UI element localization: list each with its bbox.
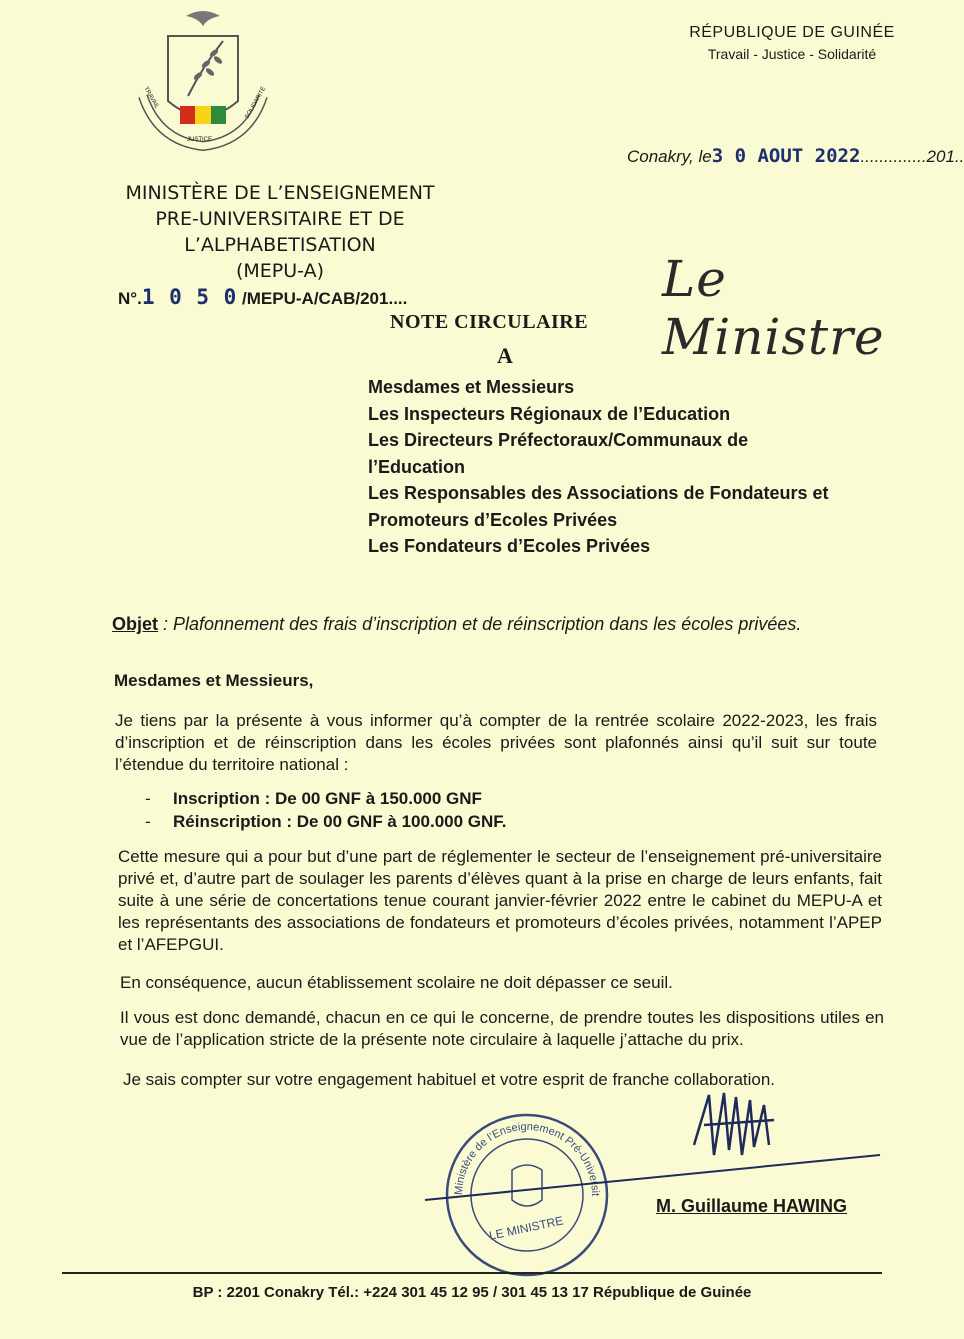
ministry-line-1: MINISTÈRE DE L’ENSEIGNEMENT — [125, 182, 435, 204]
minister-title: Le Ministre — [662, 250, 885, 366]
ministry-line-2: PRE-UNIVERSITAIRE ET DE L’ALPHABETISATION — [155, 208, 405, 256]
recipients-list — [368, 374, 878, 560]
note-title: NOTE CIRCULAIRE — [390, 311, 589, 333]
subject-line — [112, 614, 902, 635]
republic-motto: Travail - Justice - Solidarité — [707, 46, 877, 62]
subject-text: : Plafonnement des frais d’inscription et de réinscription dans les écoles privées. — [158, 614, 802, 634]
reference-number — [118, 285, 407, 309]
paragraph-context: Cette mesure qui a pour but d’une part de réglementer le secteur de l’enseignement pré-universitaire privé et, d’autre part de soulager les parents d’élèves quant à la prise en charge de leurs enfants, fait suite à une série de concertations tenue courant janvier-février 2022 entre le cabinet du MEPU-A et les représentants des associations de fondateurs et promoteurs d’écoles privées, notamment l’APEP et l’AFEPGUI. — [118, 847, 882, 954]
paragraph-intro: Je tiens par la présente à vous informer qu’à compter de la rentrée scolaire 2022-2023, les frais d’inscription et de réinscription dans les écoles privées sont plafonnés ainsi qu’il suit sur toute l’étendue du territoire national : — [115, 711, 877, 774]
list-item: - Inscription : De 00 GNF à 150.000 GNF — [145, 789, 482, 808]
subject-label: Objet — [112, 614, 159, 634]
recipient-line: Les Fondateurs d’Ecoles Privées — [368, 536, 651, 556]
recipient-line: Promoteurs d’Ecoles Privées — [368, 509, 618, 530]
footer-divider — [62, 1272, 882, 1274]
letter-date — [627, 145, 964, 167]
fee-cap-reinscription: Réinscription : De 00 GNF à 100.000 GNF. — [173, 812, 507, 831]
date-stamp: 3 0 AOUT 2022 — [711, 145, 861, 167]
list-item: - Réinscription : De 00 GNF à 100.000 GNF. — [145, 812, 507, 831]
fee-cap-inscription: Inscription : De 00 GNF à 150.000 GNF — [173, 789, 482, 808]
fee-caps-list — [145, 787, 507, 833]
date-suffix: ..............201.. — [860, 147, 964, 166]
reference-prefix: N°. — [118, 289, 142, 308]
greeting: Mesdames et Messieurs, — [114, 671, 314, 690]
emblem-ribbon-left: TRAVAIL — [142, 86, 160, 110]
paragraph-closing: Je sais compter sur votre engagement habituel et votre esprit de franche collaboration. — [123, 1070, 776, 1089]
reference-suffix: /MEPU-A/CAB/201.... — [237, 289, 408, 308]
seal-ring-text: Ministère de l’Enseignement Pré-Universit — [452, 1120, 602, 1197]
ministry-name — [60, 180, 500, 284]
emblem-ribbon-center: JUSTICE — [187, 137, 213, 143]
emblem-ribbon-right: SOLIDARITÉ — [244, 86, 268, 120]
paragraph-request: Il vous est donc demandé, chacun en ce qui le concerne, de prendre toutes les dispositions utiles en vue de l’application stricte de la présente note circulaire à laquelle j’attache du prix. — [120, 1008, 884, 1049]
recipient-line: Les Directeurs Préfectoraux/Communaux de — [368, 430, 749, 450]
signer-name: M. Guillaume HAWING — [656, 1196, 848, 1216]
republic-name: RÉPUBLIQUE DE GUINÉE — [689, 24, 895, 41]
recipient-line: Les Responsables des Associations de Fondateurs et — [368, 483, 829, 503]
note-addressee-marker: A — [497, 343, 513, 368]
coat-of-arms-emblem — [128, 6, 278, 156]
recipient-line: Les Inspecteurs Régionaux de l’Education — [368, 403, 731, 424]
republic-header — [672, 24, 912, 62]
seal-center-text: LE MINISTRE — [487, 1213, 565, 1243]
date-prefix: Conakry, le — [627, 147, 712, 166]
ministry-line-3: (MEPU-A) — [235, 260, 325, 282]
paragraph-consequence: En conséquence, aucun établissement scolaire ne doit dépasser ce seuil. — [120, 973, 673, 992]
recipient-line: Mesdames et Messieurs — [368, 377, 575, 397]
reference-stamp: 1 0 5 0 — [141, 285, 238, 309]
recipient-line: l’Education — [368, 456, 466, 477]
footer-contact: BP : 2201 Conakry Tél.: +224 301 45 12 95 / 301 45 13 17 République de Guinée — [192, 1284, 752, 1301]
